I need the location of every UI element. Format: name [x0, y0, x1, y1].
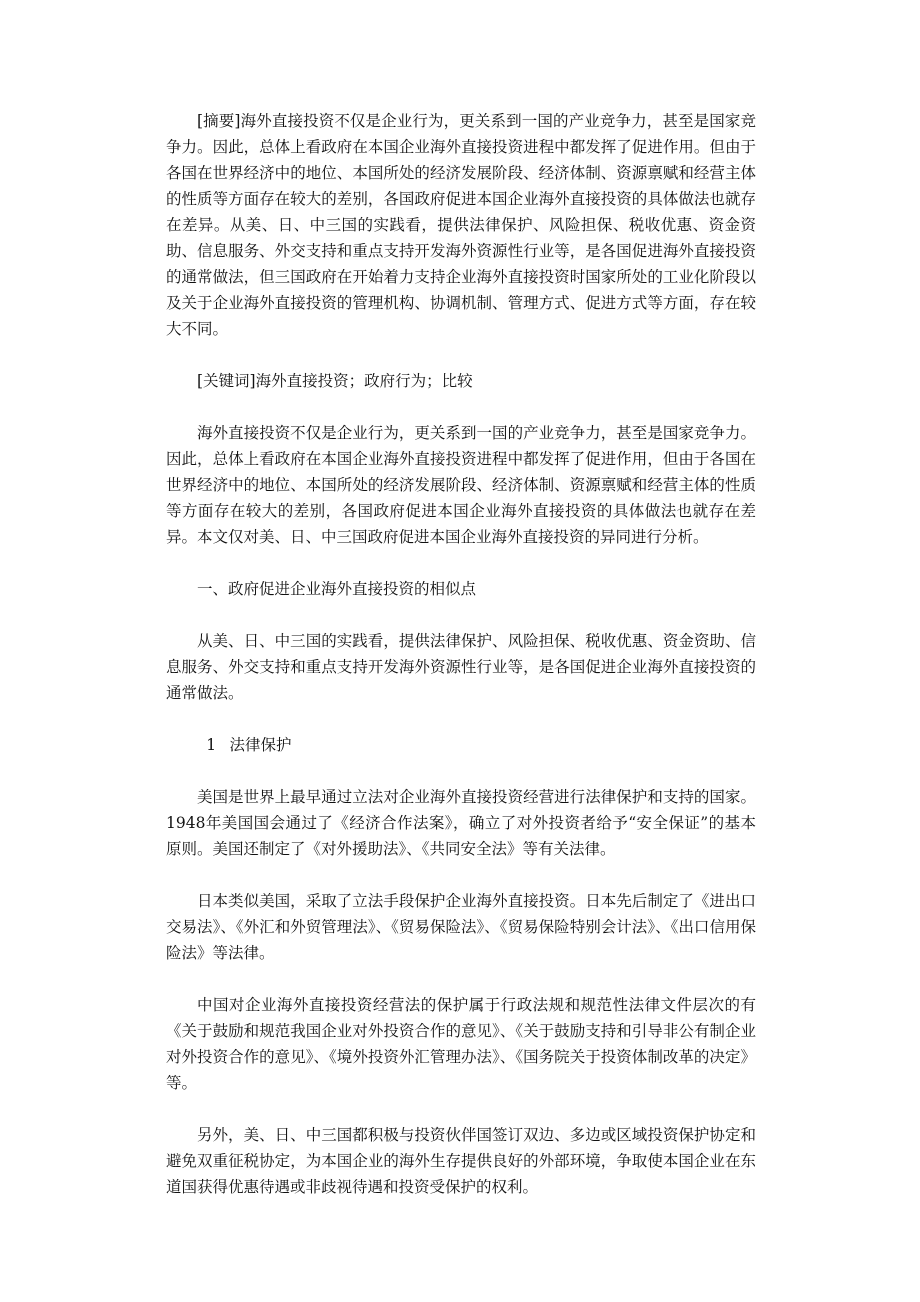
body-paragraph-treaties: 另外，美、日、中三国都积极与投资伙伴国签订双边、多边或区域投资保护协定和避免双重征税协定，为本国企业的海外生存提供良好的外部环境，争取使本国企业在东道国获得优惠待遇或非歧视待遇和投资受保护的权利。	[166, 1126, 756, 1196]
intro-paragraph: 海外直接投资不仅是企业行为，更关系到一国的产业竞争力，甚至是国家竞争力。因此，总体上看政府在本国企业海外直接投资进程中都发挥了促进作用，但由于各国在世界经济中的地位、本国所处的经济发展阶段、经济体制、资源禀赋和经营主体的性质等方面存在较大的差别，各国政府促进本国企业海外直接投资的具体做法也就存在差异。本文仅对美、日、中三国政府促进本国企业海外直接投资的异同进行分析。	[166, 424, 756, 546]
body-paragraph-us-law: 美国是世界上最早通过立法对企业海外直接投资经营进行法律保护和支持的国家。1948年美国国会通过了《经济合作法案》，确立了对外投资者给予“安全保证”的基本原则。美国还制定了《对外援助法》、《共同安全法》等有关法律。	[166, 788, 756, 858]
section-1-heading: 一、政府促进企业海外直接投资的相似点	[197, 580, 477, 598]
body-paragraph-japan-law: 日本类似美国，采取了立法手段保护企业海外直接投资。日本先后制定了《进出口交易法》、《外汇和外贸管理法》、《贸易保险法》、《贸易保险特别会计法》、《出口信用保险法》等法律。	[166, 892, 756, 962]
subsection-number: 1	[206, 736, 217, 754]
body-paragraph-china-law: 中国对企业海外直接投资经营法的保护属于行政法规和规范性法律文件层次的有《关于鼓励和规范我国企业对外投资合作的意见》、《关于鼓励支持和引导非公有制企业对外投资合作的意见》、《境外投资外汇管理办法》、《国务院关于投资体制改革的决定》等。	[166, 996, 756, 1092]
document-page	[166, 108, 756, 1226]
subsection-title: 法律保护	[229, 736, 292, 754]
section-1-intro-paragraph: 从美、日、中三国的实践看，提供法律保护、风险担保、税收优惠、资金资助、信息服务、外交支持和重点支持开发海外资源性行业等，是各国促进企业海外直接投资的通常做法。	[166, 632, 756, 702]
keywords-paragraph: [关键词]海外直接投资；政府行为；比较	[197, 372, 473, 390]
subsection-1-heading	[166, 732, 756, 758]
abstract-paragraph: [摘要]海外直接投资不仅是企业行为，更关系到一国的产业竞争力，甚至是国家竞争力。因此，总体上看政府在本国企业海外直接投资进程中都发挥了促进作用。但由于各国在世界经济中的地位、本国所处的经济发展阶段、经济体制、资源禀赋和经营主体的性质等方面存在较大的差别，各国政府促进本国企业海外直接投资的具体做法也就存在差异。从美、日、中三国的实践看，提供法律保护、风险担保、税收优惠、资金资助、信息服务、外交支持和重点支持开发海外资源性行业等，是各国促进海外直接投资的通常做法，但三国政府在开始着力支持企业海外直接投资时国家所处的工业化阶段以及关于企业海外直接投资的管理机构、协调机制、管理方式、促进方式等方面，存在较大不同。	[166, 112, 756, 338]
